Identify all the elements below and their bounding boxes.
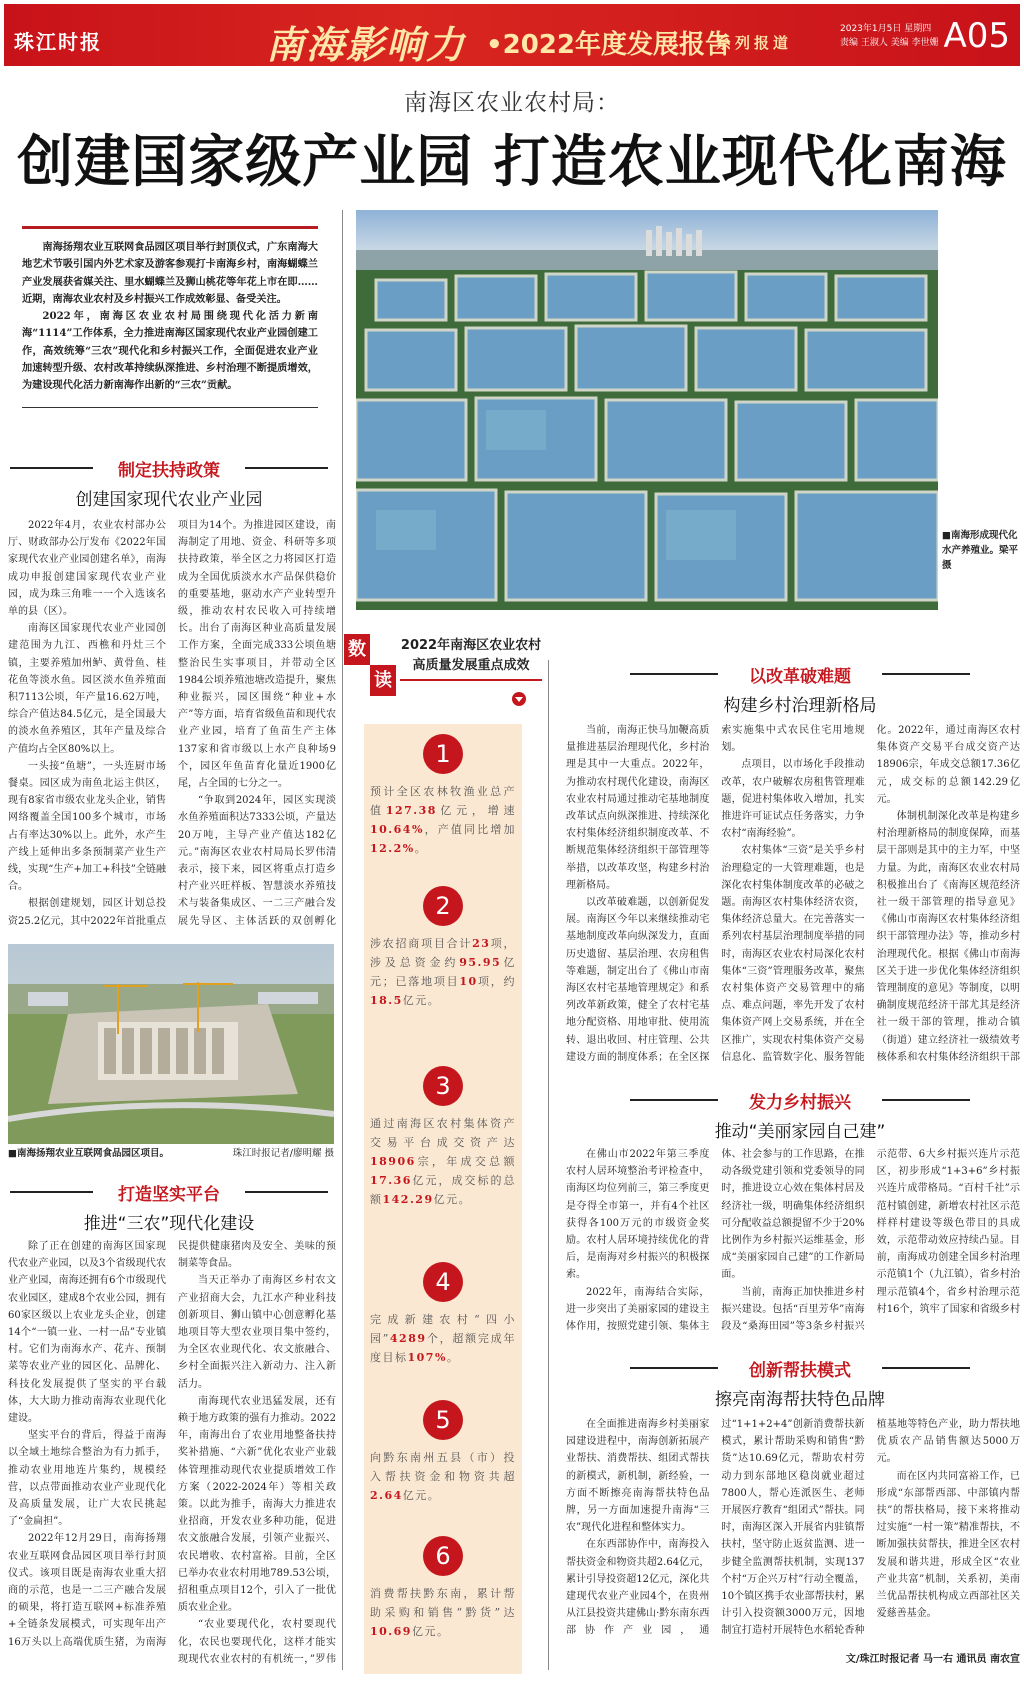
paragraph: 当天正举办了南海区乡村农文产业招商大会，九江水产种业科技创新项目、狮山镇中心创意孵化基地项目等大型农业项目集中签约，为全区农业现代化、农文旅融合、乡村全面振兴注入新动力、注入新活力。 [178, 1275, 336, 1390]
photo-caption: ■南海扬翔农业互联网食品园区项目。 [8, 1148, 169, 1159]
article-kicker: 南海区农业农村局： [404, 90, 620, 116]
number-circle: 3 [423, 1066, 463, 1106]
paragraph: “争取到2024年，园区实现淡水鱼养殖面积达7333公顷，产量达20万吨，主导产业产值达182亿元。”南海区农业农村局局长罗伟清表示，接下来，园区将重点打造乡村产业兴旺样板、智慧淡水养殖技术与装备集成区、一二三产融合发展先导区、主体活跃的双创孵化 [178, 795, 336, 927]
section-heading [10, 456, 328, 510]
number-text: 预计全区农林牧渔业总产值127.38亿元，增速10.64%，产值同比增加12.2%。 [370, 785, 517, 855]
shudu-badge [344, 634, 396, 696]
paragraph: 根据创建规划，园区计划总投资25.2亿元，其中2022年首批重点项目为14个。为推进园区建设，南海制定了用地、资金、科研等多项扶持政策，举全区之力将园区打造成为全国优质淡水水产品保供稳价的重要基地，驱动水产产业转型升级，推动农村农民收入可持续增长。出台了南海区种业高质量发展工作方案，全面完成333公顷鱼塘整治民生实事项目，并带动全区1984公顷养殖池塘改造提升，聚焦种业振兴，园区围绕“种业+水产”等方面，培育省级鱼苗和现代农业产业园，培育了鱼苗生产主体137家和省市级以上水产良种场9个，园区年鱼苗育化量近1900亿尾，占全国的七分之一。 [8, 520, 336, 927]
number-circle: 5 [423, 1400, 463, 1440]
shudu-char: 读 [370, 665, 396, 696]
numbers-item [370, 1536, 516, 1641]
number-circle: 2 [423, 886, 463, 926]
paper-name: 珠江时报 [14, 30, 102, 54]
paragraph: 一头接“鱼塘”，一头连厨市场餐桌。园区成为南鱼北运主供区，现有8家省市级农业龙头企业，销售网络覆盖全国100多个城市，市场占有率达30%以上。此外，水产生产线上延伸出多条预制菜产业生产线，实现“生产+加工+科技”全链融合。 [8, 760, 166, 893]
section-heading-sub: 构建乡村治理新格局 [723, 696, 877, 716]
banner-series: 系列报道 [716, 34, 793, 52]
paragraph: 体制机制深化改革是构建乡村治理新格局的制度保障，而基层干部则是其中的主力军，中坚力量。为此，南海区农业农村局积极推出台了《南海区规范经济社一级干部管理的指导意见》《佛山市南海区农村集体经济组织干部管理办法》等，推动乡村治理现代化。根据《佛山市南海区关于进一步优化集体经济组织管理制度的意见》等制度，以明确制度规范经济干部尤其是经济社一级干部的管理，推动合镇（街道）建立经济社一级绩效考核体系和农村集体经济组织干部 [876, 811, 1020, 1063]
numbers-item [370, 1400, 516, 1505]
masthead-banner [4, 4, 1020, 66]
column-divider [342, 210, 343, 1670]
banner-meta [840, 22, 939, 50]
banner-brand: 南海影响力 [266, 22, 467, 67]
section-heading-red: 制定扶持政策 [10, 456, 328, 481]
number-circle: 6 [423, 1536, 463, 1576]
paragraph: 在佛山市2022年第三季度农村人居环境整治考评检查中，南海区均位列前三，第三季度更是夺得全市第一，并有4个社区获得各100万元的市级资金奖励。农村人居环境持续优化的背后，是南海对乡村振兴的积极探索。 [566, 1149, 710, 1281]
shudu-spacer [370, 634, 396, 665]
number-text: 通过南海区农村集体资产交易平台成交资产达18906宗，年成交总额17.36亿元，成交标的总额142.29亿元。 [370, 1117, 516, 1206]
issue-date: 2023年1月5日 星期四 [840, 24, 932, 34]
paragraph: 南海现代农业迅猛发展，还有赖于地方政策的强有力推动。2022年，南海出台了农业用地整备扶持奖补措施、“六新”优化农业产业载体管理推动现代农业提质增效工作方案（2022-2024年）等相关政策。以此为推手，南海大力推进农业招商，开发农业多种功能，促进农文旅融合发展，引领产业振兴、农民增收、农村富裕。目前，全区已举办农业农村用地789.53公顷，招租重点项目12个，引入了一批优质农业企业。 [178, 1395, 336, 1614]
section-heading-red: 创新帮扶模式 [630, 1356, 970, 1381]
banner-report-title: •2022年度发展报告 [486, 30, 731, 60]
section-heading [630, 1088, 970, 1142]
paragraph: 在全面推进南海乡村美丽家园建设进程中，南海创新拓展产业帮扶、消费帮扶、组团式帮扶的新模式，新机制，新经验，一方面不断擦亮南海帮扶特色品牌，另一方面加速提升南海“三农”现代化进程和整体实力。 [566, 1419, 710, 1534]
section-heading [630, 662, 970, 716]
shudu-char: 数 [344, 634, 370, 665]
section-heading-sub: 推动“美丽家园自己建” [714, 1122, 886, 1142]
paragraph: 在东西部协作中，南海投入帮扶资金和物资共超2.64亿元，累计引导投资超12亿元，深化共建现代农业产业园4个，在贵州从江县投资共建佛山·黔东南东西部协作产业园，通过“1+1+2+4”创新消费帮扶新模式，累计帮助采购和销售“黔货”达10.69亿元，帮助农村劳动力到东部地区稳岗就业超过7800人，帮心连派医生、老师开展医疗教育“组团式”帮扶。同时，南海区深入开展省内驻镇帮扶村，坚守防止返贫监测、进一步健全监测帮扶机制，实现137个村“万企兴万村”行动全覆盖，10个镇区携手农业部帮扶村，累计引入投资额3000万元，因地制宜打造村开展特色水稻轮香种植基地等特色产业，助力帮扶地优质农产品销售额达5000万元。 [566, 1419, 1020, 1637]
page-number: A05 [943, 16, 1010, 56]
number-text: 涉农招商项目合计23项，涉及总资金约95.95亿元；已落地项目10项，约18.5亿元。 [370, 937, 517, 1007]
dropdown-triangle-icon [512, 692, 526, 706]
shudu-spacer [344, 665, 370, 696]
photo-industrial-park [8, 944, 334, 1144]
paragraph: 而在区内共同富裕工作，已形成“东部帮西部、中部镇内帮扶”的帮扶格局，接下来将推动过实施“一村一策”精准帮扶，不断加强扶贫帮扶，推进全区农村发展和谐共进，形成全区“农业产业共富”机制，关系初，美南兰优品帮扶机构成立西部社区关爱慈善基金。 [876, 1470, 1020, 1620]
number-circle: 4 [423, 1262, 463, 1302]
section-body [8, 517, 336, 943]
paragraph: 当前，南海正快马加鞭高质量推进基层治理现代化，乡村治理是其中一大重点。2022年，为推动农村现代化建设，南海区农业农村局通过推动宅基地制度改革试点向纵深推进、持续深化农村集体经济组织制度改革、不断规范集体经济组织干部管理等举措，以改革攻坚，构建乡村治理新格局。 [566, 725, 710, 891]
number-text: 向黔东南州五县（市）投入帮扶资金和物资共超2.64亿元。 [370, 1451, 516, 1502]
section-heading-sub: 擦亮南海帮扶特色品牌 [715, 1390, 885, 1410]
section-heading-red: 打造坚实平台 [10, 1180, 328, 1205]
paragraph: 南海区国家现代农业产业园创建范围为九江、西樵和丹灶三个镇，主要养殖加州鲈、黄骨鱼、桂花鱼等淡水鱼。园区淡水鱼养殖面积7113公顷，年产量16.62万吨，综合产值达84.5亿元，是全国最大的淡水鱼养殖区，其年产量及综合产值均占全区80%以上。 [8, 623, 166, 755]
paragraph: 点项目，以市场化手段推动改革，农户破解农房租售管理难题，促进村集体收入增加，扎实推进许可证试点任务落实，力争农村“南海经验”。 [721, 759, 865, 840]
paragraph: 坚实平台的背后，得益于南海以全域土地综合整治为有力抓手，推动农业用地连片集约，规模经营，以点带面推动农业产业现代化及高质量发展，让广大农民挑起了“金扁担”。 [8, 1430, 166, 1528]
numbers-item [370, 1262, 516, 1367]
number-circle: 1 [423, 734, 463, 774]
paragraph: 当前，南海正加快推进乡村振兴建设。包括“百里芳华”南海段及“桑海田园”等3条乡村振兴示范带、6大乡村振兴连片示范区，初步形成“1+3+6”乡村振兴连片成带格局。“百村千社”示范村镇创建，新增农村社区示范样样村建设等级色带目的具成效，示范带动效应持续凸显。目前，南海成功创建全国乡村治理示范镇1个（九江镇），省乡村治理示范镇4个，省乡村治理示范村16个，筑牢了国家和省级乡村 [721, 1149, 1020, 1333]
paragraph: 农村集体“三资”是关乎乡村治理稳定的一大管理难题，也是深化农村集体制度改革的必破之题。南海区农村集体经济农资，集体经济总量大。在完善落实一系列农村基层治理制度举措的同时，南海区农业农村局深化农村集体“三资”管理服务改革，聚焦农村集体资产交易管理中的痛点、难点问题，率先开发了农村集体资产网上交易系统，并在全区推广，实现农村集体资产交易信息化、监管数字化、服务智能化。2022年，通过南海区农村集体资产交易平台成交资产达18906宗，年成交总额17.36亿元，成交标的总额142.29亿元。 [721, 725, 1020, 1063]
paragraph: 2022年4月，农业农村部办公厅、财政部办公厅发布《2022年国家现代农业产业园创建名单》，南海成功申报创建国家现代农业产业园，成为珠三角唯一一个入选该名单的县（区）。 [8, 520, 166, 618]
column-divider [548, 660, 549, 1670]
paragraph: 2022年12月29日，南海扬翔农业互联网食品园区项目举行封顶仪式。该项目既是南海农业重大招商的示范，也是一二三产融合发展的硕果，将打造互联网+标准养殖+全链条发展模式，可实现年出产16万头以上高端优质生猪，为南海民提供健康猪肉及安全、美味的预制菜等食品。 [8, 1241, 336, 1648]
lead-paragraph: 2022年，南海区农业农村局围绕现代化活力新南海“1114”工作体系，全力推进南海区国家现代农业产业园创建工作，高效统筹“三农”现代化和乡村振兴工作，全面促进农业产业加速转型升级、农村改革持续纵深推进、乡村治理不断提质增效，为建设现代化活力新南海作出新的“三农”贡献。 [22, 310, 318, 392]
section-body [566, 1146, 1020, 1342]
lead-paragraph: 南海扬翔农业互联网食品园区项目举行封顶仪式，广东南海大地艺术节吸引国内外艺术家及游客参观打卡南海乡村，南海蝴蝶兰产业发展获省媒关注、里水蝴蝶兰及狮山桃花等年花上市在即……近期，南海农业农村及乡村振兴工作成效彰显、备受关注。 [22, 241, 318, 305]
paragraph: 除了正在创建的南海区国家现代农业产业园，以及3个省级现代农业产业园，南海还拥有6个市级现代农业园区，建成8个农业公园，拥有60家区级以上农业龙头企业，创建14个“一镇一业、一村一品”专业镇村。它们为南海水产、花卉、预制菜等农业产业的园区化、品牌化、科技化发展提供了坚实的平台载体，大大助力推动南海农业现代化建设。 [8, 1241, 166, 1425]
numbers-item [370, 886, 516, 1010]
article-byline: 文/珠江时报记者 马一右 通讯员 南农宣 [845, 1654, 1020, 1665]
section-heading [630, 1356, 970, 1410]
section-heading-red: 以改革破难题 [630, 662, 970, 687]
numbers-panel [364, 724, 522, 1674]
number-text: 消费帮扶黔东南，累计帮助采购和销售“黔货”达10.69亿元。 [370, 1587, 516, 1638]
paragraph: 2022年，南海结合实际，进一步突出了美丽家园的建设主体作用，按照党建引领、集体主体、社会参与的工作思路，在推动各级党建引领和党委领导的同时，推进设立心效在集体村居及经济社一级，明确集体经济组织可分配收益总额提留不少于20%比例作为乡村振兴运维基金，形成“美丽家园自己建”的工作新局面。 [566, 1149, 865, 1333]
paragraph: 以改革破难题，以创新促发展。南海区今年以来继续推动宅基地制度改革向纵深发力，直面历史遗留、基层治理、农房租售等难题，制定出台了《佛山市南海区农村宅基地管理规定》和系列改革新政策，健全了农村宅基地分配资格、用地审批、使用流转、退出收回、村庄管理、公共建设方面的制度体系；在全区探索实施集中式农民住宅用地规划。 [566, 725, 865, 1063]
photo-caption: ■南海形成现代化水产养殖业。梁平 摄 [942, 530, 1019, 571]
section-body [8, 1238, 336, 1678]
section-heading-sub: 创建国家现代农业产业园 [75, 490, 263, 510]
numbers-box-title: 2022年南海区农业农村高质量发展重点成效 [400, 636, 542, 681]
section-body [566, 722, 1020, 1072]
section-body [566, 1416, 1020, 1648]
section-heading [10, 1180, 328, 1234]
numbers-item [370, 1066, 516, 1209]
paragraph: “农业要现代化，农村要现代化，农民也要现代化，这样才能实现现代农业农村的有机统一，”罗伟 [178, 1619, 336, 1665]
section-heading-red: 发力乡村振兴 [630, 1088, 970, 1113]
number-text: 完成新建农村“四小园”4289个，超额完成年度目标107%。 [370, 1313, 516, 1364]
article-lead [22, 226, 318, 408]
editors: 责编 王淑人 美编 李世姗 [840, 38, 939, 48]
numbers-item [370, 734, 516, 858]
photo-credit: 珠江时报记者/廖明耀 摄 [232, 1148, 334, 1159]
section-heading-sub: 推进“三农”现代化建设 [83, 1214, 255, 1234]
article-headline: 创建国家级产业园 打造农业现代化南海 [17, 130, 1007, 195]
photo-fish-ponds [356, 210, 938, 610]
